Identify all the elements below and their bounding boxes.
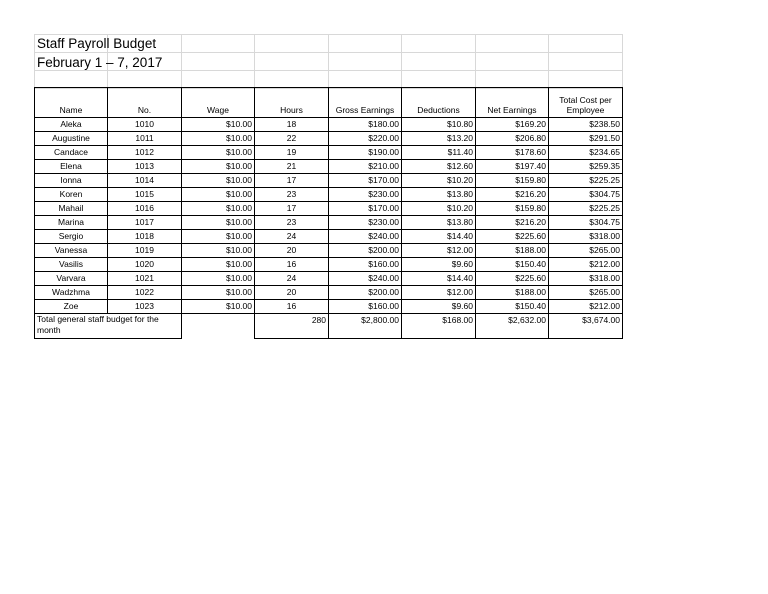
col-header-no: No. [108, 88, 182, 118]
cell-name: Marina [35, 216, 108, 230]
cell-no: 1013 [108, 160, 182, 174]
table-row [35, 132, 623, 146]
col-header-hours: Hours [255, 88, 329, 118]
cell-wage: $10.00 [182, 244, 255, 258]
cell-no: 1022 [108, 286, 182, 300]
cell-wage: $10.00 [182, 230, 255, 244]
totals-deductions: $168.00 [402, 314, 476, 339]
cell-net: $188.00 [476, 286, 549, 300]
cell-net: $206.80 [476, 132, 549, 146]
cell-gross: $240.00 [329, 230, 402, 244]
cell-no: 1012 [108, 146, 182, 160]
cell-hours: 23 [255, 188, 329, 202]
cell-hours: 16 [255, 258, 329, 272]
col-header-deductions: Deductions [402, 88, 476, 118]
cell-hours: 20 [255, 244, 329, 258]
cell-name: Elena [35, 160, 108, 174]
cell-name: Candace [35, 146, 108, 160]
table-row [35, 202, 623, 216]
cell-wage: $10.00 [182, 216, 255, 230]
cell-name: Zoe [35, 300, 108, 314]
cell-net: $150.40 [476, 300, 549, 314]
cell-name: Vasilis [35, 258, 108, 272]
cell-wage: $10.00 [182, 146, 255, 160]
col-header-wage: Wage [182, 88, 255, 118]
cell-gross: $170.00 [329, 202, 402, 216]
cell-gross: $220.00 [329, 132, 402, 146]
col-header-total-cost: Total Cost per Employee [549, 88, 623, 118]
cell-hours: 24 [255, 272, 329, 286]
cell-hours: 21 [255, 160, 329, 174]
cell-wage: $10.00 [182, 272, 255, 286]
cell-gross: $200.00 [329, 286, 402, 300]
cell-name: Aleka [35, 118, 108, 132]
cell-total-cost: $212.00 [549, 300, 623, 314]
cell-net: $178.60 [476, 146, 549, 160]
cell-name: Augustine [35, 132, 108, 146]
cell-no: 1018 [108, 230, 182, 244]
cell-no: 1010 [108, 118, 182, 132]
cell-net: $150.40 [476, 258, 549, 272]
col-header-name: Name [35, 88, 108, 118]
cell-gross: $180.00 [329, 118, 402, 132]
table-row [35, 258, 623, 272]
cell-wage: $10.00 [182, 258, 255, 272]
cell-net: $159.80 [476, 174, 549, 188]
cell-name: Ionna [35, 174, 108, 188]
cell-net: $197.40 [476, 160, 549, 174]
cell-hours: 16 [255, 300, 329, 314]
cell-hours: 18 [255, 118, 329, 132]
cell-total-cost: $225.25 [549, 174, 623, 188]
cell-total-cost: $304.75 [549, 216, 623, 230]
cell-name: Koren [35, 188, 108, 202]
cell-gross: $190.00 [329, 146, 402, 160]
cell-total-cost: $265.00 [549, 286, 623, 300]
cell-deductions: $9.60 [402, 300, 476, 314]
cell-name: Sergio [35, 230, 108, 244]
cell-gross: $240.00 [329, 272, 402, 286]
cell-gross: $200.00 [329, 244, 402, 258]
cell-wage: $10.00 [182, 174, 255, 188]
totals-gross: $2,800.00 [329, 314, 402, 339]
cell-total-cost: $291.50 [549, 132, 623, 146]
cell-deductions: $9.60 [402, 258, 476, 272]
cell-no: 1014 [108, 174, 182, 188]
table-row [35, 244, 623, 258]
totals-label: Total general staff budget for the month [35, 314, 182, 339]
table-row [35, 216, 623, 230]
cell-total-cost: $212.00 [549, 258, 623, 272]
cell-no: 1020 [108, 258, 182, 272]
table-row [35, 230, 623, 244]
col-header-net: Net Earnings [476, 88, 549, 118]
cell-wage: $10.00 [182, 118, 255, 132]
totals-wage-empty [182, 314, 255, 339]
totals-net: $2,632.00 [476, 314, 549, 339]
cell-wage: $10.00 [182, 202, 255, 216]
cell-deductions: $13.20 [402, 132, 476, 146]
cell-total-cost: $234.65 [549, 146, 623, 160]
cell-name: Mahail [35, 202, 108, 216]
cell-name: Vanessa [35, 244, 108, 258]
cell-deductions: $10.20 [402, 174, 476, 188]
cell-total-cost: $238.50 [549, 118, 623, 132]
table-row [35, 118, 623, 132]
cell-gross: $230.00 [329, 216, 402, 230]
cell-gross: $160.00 [329, 300, 402, 314]
cell-name: Wadzhma [35, 286, 108, 300]
cell-wage: $10.00 [182, 188, 255, 202]
cell-no: 1011 [108, 132, 182, 146]
cell-hours: 23 [255, 216, 329, 230]
cell-deductions: $12.00 [402, 244, 476, 258]
table-row [35, 160, 623, 174]
cell-deductions: $13.80 [402, 216, 476, 230]
cell-hours: 17 [255, 202, 329, 216]
cell-net: $225.60 [476, 230, 549, 244]
cell-no: 1016 [108, 202, 182, 216]
header-row [35, 88, 623, 118]
cell-deductions: $10.80 [402, 118, 476, 132]
cell-net: $216.20 [476, 188, 549, 202]
cell-hours: 17 [255, 174, 329, 188]
cell-total-cost: $265.00 [549, 244, 623, 258]
cell-no: 1019 [108, 244, 182, 258]
cell-hours: 22 [255, 132, 329, 146]
cell-deductions: $10.20 [402, 202, 476, 216]
totals-hours: 280 [255, 314, 329, 339]
table-row [35, 146, 623, 160]
table-row [35, 286, 623, 300]
cell-no: 1017 [108, 216, 182, 230]
cell-total-cost: $304.75 [549, 188, 623, 202]
cell-wage: $10.00 [182, 160, 255, 174]
cell-total-cost: $318.00 [549, 230, 623, 244]
cell-net: $216.20 [476, 216, 549, 230]
cell-hours: 19 [255, 146, 329, 160]
cell-total-cost: $318.00 [549, 272, 623, 286]
table-row [35, 188, 623, 202]
cell-deductions: $14.40 [402, 230, 476, 244]
cell-gross: $160.00 [329, 258, 402, 272]
cell-name: Varvara [35, 272, 108, 286]
table-row [35, 174, 623, 188]
sheet-period: February 1 – 7, 2017 [37, 55, 163, 70]
cell-total-cost: $225.25 [549, 202, 623, 216]
payroll-table [34, 87, 623, 339]
cell-wage: $10.00 [182, 300, 255, 314]
totals-row [35, 314, 623, 339]
cell-deductions: $13.80 [402, 188, 476, 202]
totals-total-cost: $3,674.00 [549, 314, 623, 339]
table-row [35, 272, 623, 286]
cell-no: 1015 [108, 188, 182, 202]
cell-gross: $170.00 [329, 174, 402, 188]
cell-deductions: $14.40 [402, 272, 476, 286]
cell-deductions: $12.60 [402, 160, 476, 174]
cell-deductions: $12.00 [402, 286, 476, 300]
sheet-title: Staff Payroll Budget [37, 36, 157, 51]
cell-hours: 20 [255, 286, 329, 300]
cell-no: 1023 [108, 300, 182, 314]
cell-deductions: $11.40 [402, 146, 476, 160]
cell-hours: 24 [255, 230, 329, 244]
table-row [35, 300, 623, 314]
cell-wage: $10.00 [182, 132, 255, 146]
cell-wage: $10.00 [182, 286, 255, 300]
cell-net: $169.20 [476, 118, 549, 132]
cell-gross: $210.00 [329, 160, 402, 174]
col-header-gross: Gross Earnings [329, 88, 402, 118]
cell-no: 1021 [108, 272, 182, 286]
cell-net: $159.80 [476, 202, 549, 216]
cell-net: $225.60 [476, 272, 549, 286]
cell-total-cost: $259.35 [549, 160, 623, 174]
cell-gross: $230.00 [329, 188, 402, 202]
cell-net: $188.00 [476, 244, 549, 258]
